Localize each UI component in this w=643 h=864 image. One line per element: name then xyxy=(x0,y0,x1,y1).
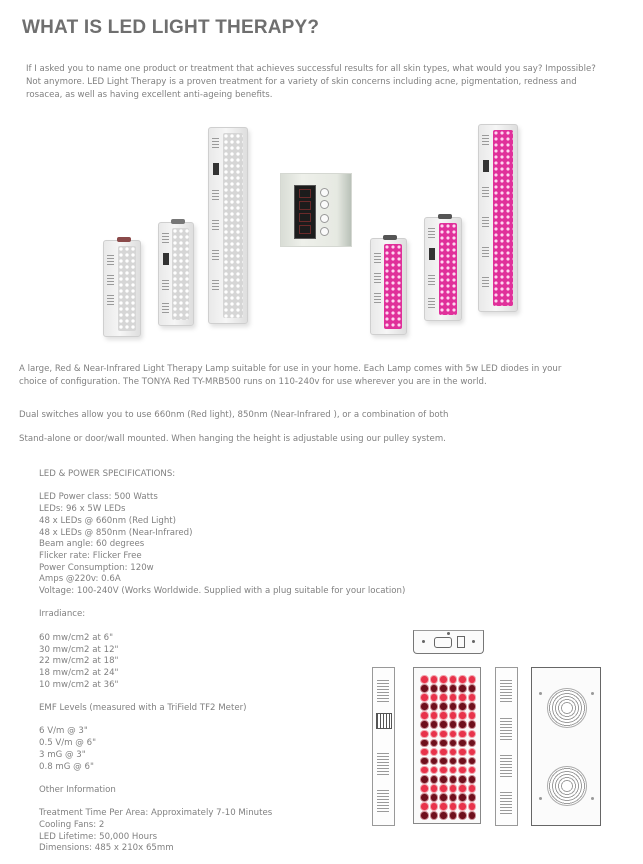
led-icon xyxy=(421,694,428,701)
led-icon xyxy=(459,812,466,819)
led-icon xyxy=(469,685,476,692)
irradiance-item: 22 mw/cm2 at 18" xyxy=(39,656,119,667)
led-icon xyxy=(459,785,466,792)
led-icon xyxy=(431,758,438,765)
led-icon xyxy=(469,703,476,710)
led-icon xyxy=(450,703,457,710)
digit-icon xyxy=(299,201,311,210)
led-icon xyxy=(440,812,447,819)
screw-icon xyxy=(591,692,594,695)
led-icon xyxy=(440,740,447,747)
led-icon xyxy=(440,767,447,774)
led-icon xyxy=(469,676,476,683)
led-icon xyxy=(469,767,476,774)
led-icon xyxy=(421,803,428,810)
left-side-view xyxy=(372,667,395,826)
vent-icon xyxy=(212,218,219,230)
irradiance-item: 18 mw/cm2 at 24" xyxy=(39,667,119,678)
other-info-item: LED Lifetime: 50,000 Hours xyxy=(39,831,158,842)
display-icon xyxy=(376,713,392,729)
vent-icon xyxy=(162,278,169,290)
led-icon xyxy=(469,776,476,783)
led-icon xyxy=(469,794,476,801)
led-icon xyxy=(421,749,428,756)
description-paragraph-3: Stand-alone or door/wall mounted. When hanging the height is adjustable using our pulley system. xyxy=(19,434,446,444)
screw-icon xyxy=(591,797,594,800)
led-icon xyxy=(469,812,476,819)
led-icon xyxy=(459,685,466,692)
specifications xyxy=(39,469,406,855)
led-icon xyxy=(459,731,466,738)
led-icon xyxy=(469,740,476,747)
irradiance-item: 30 mw/cm2 at 12" xyxy=(39,644,119,655)
spec-item: Amps @220v: 0.6A xyxy=(39,574,121,585)
led-icon xyxy=(431,731,438,738)
vent-icon xyxy=(107,253,114,265)
front-led-view xyxy=(413,667,481,824)
other-info-heading: Other Information xyxy=(39,784,116,795)
led-icon xyxy=(469,731,476,738)
led-icon xyxy=(450,776,457,783)
led-icon xyxy=(450,712,457,719)
emf-item: 3 mG @ 3" xyxy=(39,749,86,760)
led-icon xyxy=(440,758,447,765)
led-icon xyxy=(431,740,438,747)
led-icon xyxy=(421,776,428,783)
led-face xyxy=(118,246,136,331)
vent-icon xyxy=(482,215,489,227)
led-icon xyxy=(459,676,466,683)
control-panel-closeup-image xyxy=(280,173,352,247)
digit-icon xyxy=(299,213,311,222)
led-icon xyxy=(431,712,438,719)
vent-icon xyxy=(482,133,489,145)
led-icon xyxy=(450,731,457,738)
irradiance-item: 10 mw/cm2 at 36" xyxy=(39,679,119,690)
vent-icon xyxy=(482,275,489,287)
power-switch-icon xyxy=(457,636,465,648)
led-icon xyxy=(440,785,447,792)
other-info-item: Dimensions: 485 x 210x 65mm xyxy=(39,843,174,854)
vent-icon xyxy=(428,226,435,238)
led-icon xyxy=(431,694,438,701)
other-info-item: Treatment Time Per Area: Approximately 7-10 Minutes xyxy=(39,808,273,819)
led-icon xyxy=(421,785,428,792)
led-icon xyxy=(469,758,476,765)
led-icon xyxy=(421,721,428,728)
led-icon xyxy=(421,812,428,819)
cooling-fan-icon xyxy=(547,766,587,806)
led-icon xyxy=(459,740,466,747)
led-icon xyxy=(431,767,438,774)
vent-icon xyxy=(377,751,389,775)
led-icon xyxy=(421,731,428,738)
vent-icon xyxy=(500,716,512,740)
led-icon xyxy=(440,703,447,710)
led-icon xyxy=(469,712,476,719)
description-paragraph-1: A large, Red & Near-Infrared Light Therapy Lamp suitable for use in your home. Each Lamp comes with 5w LED diodes in your choice of configuration. The TONYA Red TY-MRB500 runs on 110-240v for use wherever you are in the world. xyxy=(19,364,562,387)
led-icon xyxy=(440,803,447,810)
other-info-item: Cooling Fans: 2 xyxy=(39,819,105,830)
display-icon xyxy=(483,160,489,172)
led-icon xyxy=(450,694,457,701)
screw-icon xyxy=(422,640,425,643)
led-icon xyxy=(459,749,466,756)
screw-icon xyxy=(447,632,450,635)
top-connector-view xyxy=(413,630,484,654)
led-icon xyxy=(450,803,457,810)
led-icon xyxy=(450,685,457,692)
vent-icon xyxy=(428,273,435,285)
led-icon xyxy=(421,685,428,692)
led-face xyxy=(384,244,402,329)
spec-item: Power Consumption: 120w xyxy=(39,562,154,573)
led-icon xyxy=(459,703,466,710)
led-icon xyxy=(450,758,457,765)
vent-icon xyxy=(377,788,389,812)
power-connector xyxy=(171,219,185,224)
led-icon xyxy=(469,694,476,701)
spec-item: Beam angle: 60 degrees xyxy=(39,539,145,550)
led-face xyxy=(223,133,243,318)
led-icon xyxy=(459,694,466,701)
large-panel-on-image xyxy=(478,124,518,312)
led-icon xyxy=(469,721,476,728)
intro-paragraph: If I asked you to name one product or treatment that achieves successful results for all skin types, what would you say? Impossible? Not anymore. LED Light Therapy is a proven treatment for a variety of skin concerns including acne, pigmentation, redness and rosacea, as well as having excellent anti-ageing benefits. xyxy=(26,64,596,100)
spec-item: Flicker rate: Flicker Free xyxy=(39,550,142,561)
screw-icon xyxy=(539,797,542,800)
led-icon xyxy=(431,703,438,710)
display-icon xyxy=(429,248,435,260)
led-face xyxy=(172,228,189,320)
small-panel-off-image xyxy=(103,240,141,337)
led-icon xyxy=(469,749,476,756)
led-icon xyxy=(450,794,457,801)
led-icon xyxy=(469,785,476,792)
vent-icon xyxy=(374,251,381,263)
display-icon xyxy=(163,253,169,265)
led-icon xyxy=(440,676,447,683)
led-icon xyxy=(459,794,466,801)
led-icon xyxy=(431,785,438,792)
vent-icon xyxy=(500,753,512,777)
led-icon xyxy=(421,758,428,765)
small-panel-on-image xyxy=(370,238,407,335)
back-fan-view xyxy=(531,667,601,826)
spec-item: Voltage: 100-240V (Works Worldwide. Supplied with a plug suitable for your location) xyxy=(39,586,406,597)
vent-icon xyxy=(377,678,389,702)
power-connector xyxy=(117,237,131,242)
vent-icon xyxy=(500,790,512,814)
led-face xyxy=(439,223,457,315)
emf-item: 6 V/m @ 3" xyxy=(39,726,88,737)
led-icon xyxy=(450,785,457,792)
control-button-icon xyxy=(320,227,329,236)
led-icon xyxy=(469,803,476,810)
spec-item: LED Power class: 500 Watts xyxy=(39,492,158,503)
led-icon xyxy=(421,703,428,710)
led-icon xyxy=(440,749,447,756)
emf-heading: EMF Levels (measured with a TriField TF2 Meter) xyxy=(39,703,247,713)
led-icon xyxy=(450,812,457,819)
description-paragraph-2: Dual switches allow you to use 660nm (Red light), 850nm (Near-Infrared ), or a combination of both xyxy=(19,410,449,420)
control-button-icon xyxy=(320,214,329,223)
spec-item: 48 x LEDs @ 850nm (Near-Infrared) xyxy=(39,527,193,538)
led-icon xyxy=(459,776,466,783)
screw-icon xyxy=(539,692,542,695)
led-icon xyxy=(440,694,447,701)
led-icon xyxy=(421,712,428,719)
led-icon xyxy=(431,812,438,819)
led-icon xyxy=(450,721,457,728)
led-icon xyxy=(440,731,447,738)
spec-item: LEDs: 96 x 5W LEDs xyxy=(39,504,126,515)
vent-icon xyxy=(482,185,489,197)
control-button-icon xyxy=(320,200,329,209)
led-icon xyxy=(431,721,438,728)
power-spec-heading: LED & POWER SPECIFICATIONS: xyxy=(39,469,176,479)
cooling-fan-icon xyxy=(547,688,587,728)
vent-icon xyxy=(500,678,512,702)
medium-panel-on-image xyxy=(424,217,462,321)
irradiance-heading: Irradiance: xyxy=(39,609,86,620)
vent-icon xyxy=(374,271,381,283)
led-icon xyxy=(431,803,438,810)
vent-icon xyxy=(107,273,114,285)
emf-item: 0.5 V/m @ 6" xyxy=(39,738,97,749)
led-icon xyxy=(450,749,457,756)
led-icon xyxy=(459,721,466,728)
display-icon xyxy=(213,163,219,175)
led-icon xyxy=(431,776,438,783)
led-icon xyxy=(450,676,457,683)
vent-icon xyxy=(428,296,435,308)
vent-icon xyxy=(212,248,219,260)
right-side-view xyxy=(495,667,518,826)
vent-icon xyxy=(374,291,381,303)
led-icon xyxy=(440,776,447,783)
led-icon xyxy=(421,767,428,774)
vent-icon xyxy=(162,301,169,313)
led-icon xyxy=(440,794,447,801)
power-socket-icon xyxy=(434,637,452,648)
led-icon xyxy=(450,767,457,774)
page-title: WHAT IS LED LIGHT THERAPY? xyxy=(22,17,320,38)
product-photo-row xyxy=(0,115,643,355)
control-button-icon xyxy=(320,188,329,197)
vent-icon xyxy=(212,136,219,148)
vent-icon xyxy=(482,245,489,257)
led-icon xyxy=(459,712,466,719)
led-icon xyxy=(431,794,438,801)
led-icon xyxy=(459,758,466,765)
led-icon xyxy=(450,740,457,747)
digit-icon xyxy=(299,189,311,198)
screw-icon xyxy=(472,640,475,643)
spec-item: 48 x LEDs @ 660nm (Red Light) xyxy=(39,515,177,526)
led-icon xyxy=(440,685,447,692)
medium-panel-off-image xyxy=(158,222,194,326)
led-icon xyxy=(421,676,428,683)
emf-item: 0.8 mG @ 6" xyxy=(39,761,94,772)
led-icon xyxy=(431,676,438,683)
digit-icon xyxy=(299,225,311,234)
vent-icon xyxy=(212,278,219,290)
led-icon xyxy=(431,685,438,692)
vent-icon xyxy=(212,188,219,200)
led-icon xyxy=(421,740,428,747)
led-icon xyxy=(431,749,438,756)
large-panel-off-image xyxy=(208,127,248,324)
led-icon xyxy=(440,712,447,719)
led-face xyxy=(493,130,513,306)
irradiance-item: 60 mw/cm2 at 6" xyxy=(39,632,114,643)
led-icon xyxy=(459,803,466,810)
power-connector xyxy=(383,235,397,240)
led-icon xyxy=(459,767,466,774)
led-display xyxy=(294,185,316,239)
vent-icon xyxy=(162,231,169,243)
power-connector xyxy=(438,214,452,219)
led-icon xyxy=(440,721,447,728)
led-icon xyxy=(421,794,428,801)
vent-icon xyxy=(107,293,114,305)
